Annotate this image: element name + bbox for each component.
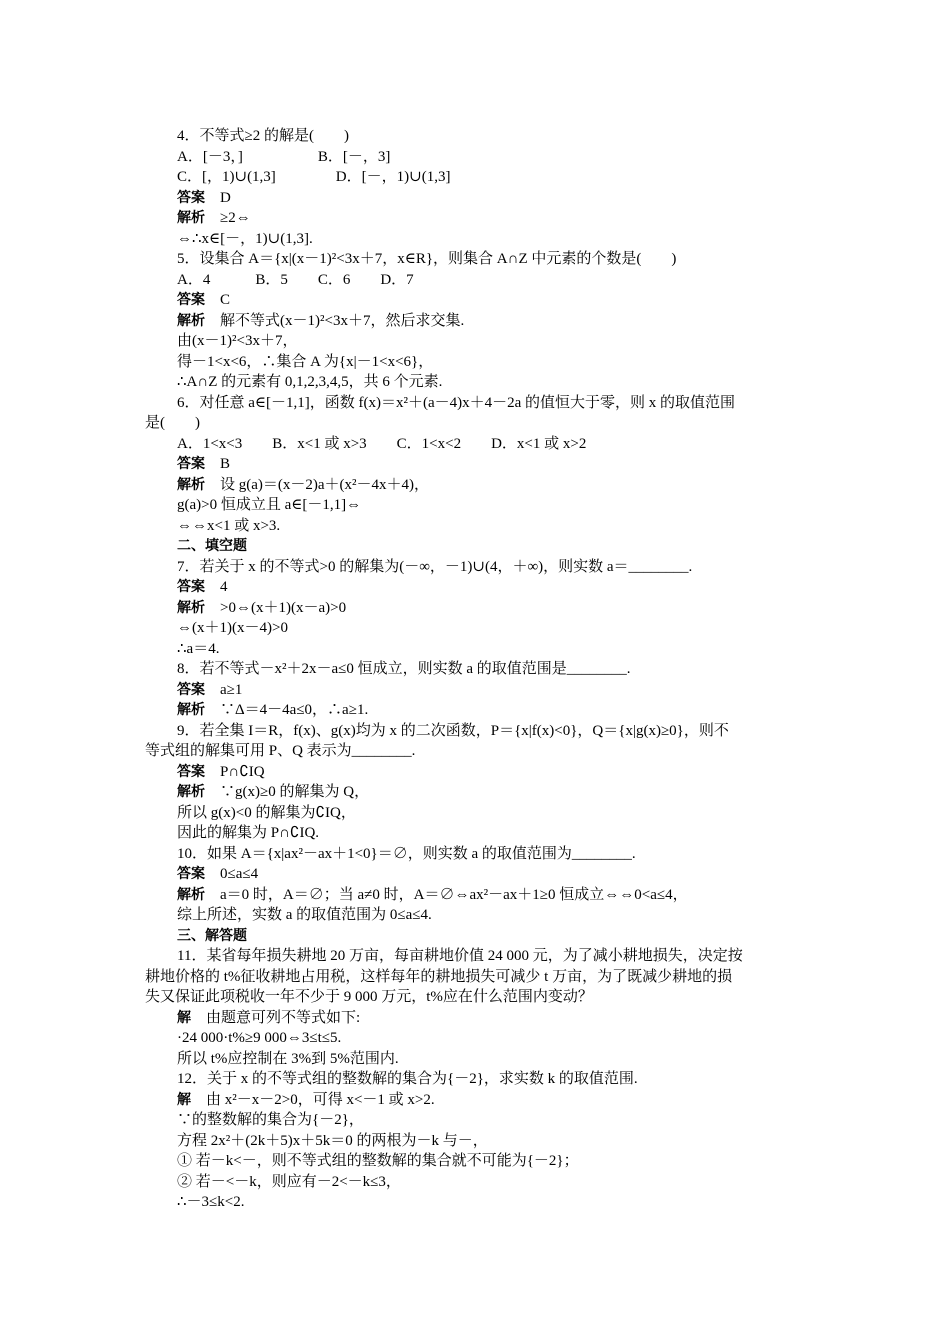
analysis-label: 解析 [177,886,205,903]
q6-options: A．1<x<3 B．x<1 或 x>3 C．1<x<2 D．x<1 或 x>2 [177,435,587,452]
q10-answer: 答案 0≤a≤4 [177,866,259,882]
analysis-label: 解析 [177,210,205,226]
answer-label: 答案 [177,763,205,780]
q9-analysis-line: 因此的解集为 P∩∁IQ. [177,825,320,841]
document-content [145,126,810,1213]
q5-analysis-line: ∴A∩Z 的元素有 0,1,2,3,4,5，共 6 个元素. [177,374,443,390]
q12-solution-line: ∵的整数解的集合为{－2}， [177,1112,364,1128]
q6-answer: 答案 B [177,456,231,472]
q5-options: A．4 B．5 C．6 D．7 [177,271,414,288]
q10-analysis: 解析 a＝0 时，A＝∅；当 a≠0 时，A＝∅⇔ax²－ax＋1≥0 恒成立⇔⇔0<a≤4， [177,886,688,903]
q7-answer: 答案 4 [177,579,228,595]
q4-analysis-line: ⇔∴x∈[－，1)∪(1,3]. [177,230,313,247]
q11-solution-line: 所以 t%应控制在 3%到 5%范围内. [177,1050,399,1067]
q12-solution: 解 由 x²－x－2>0，可得 x<－1 或 x>2. [177,1091,435,1108]
answer-label: 答案 [177,681,205,698]
q9-answer: 答案 P∩∁IQ [177,763,265,780]
q10-stem: 10．如果 A＝{x|ax²－ax＋1<0}＝∅，则实数 a 的取值范围为________. [177,845,636,862]
q11-solution-line: ·24 000·t%≥9 000⇔3≤t≤5. [177,1030,342,1046]
analysis-label: 解析 [177,312,205,329]
q12-solution-line: 方程 2x²＋(2k＋5)x＋5k＝0 的两根为－k 与－， [177,1132,488,1149]
q5-stem: 5．设集合 A＝{x|(x－1)²<3x＋7，x∈R}，则集合 A∩Z 中元素的个数是( ) [177,251,677,267]
q11-stem: 11．某省每年损失耕地 20 万亩，每亩耕地价值 24 000 元，为了减小耕地损失，决定按 [177,948,743,964]
q6-analysis-line: ⇔⇔x<1 或 x>3. [177,517,281,534]
analysis-label: 解析 [177,599,205,616]
q12-stem: 12．关于 x 的不等式组的整数解的集合为{－2}，求实数 k 的取值范围. [177,1071,638,1087]
q8-answer: 答案 a≥1 [177,681,243,698]
answer-label: 答案 [177,189,205,206]
q7-analysis-line: ∴a＝4. [177,640,220,657]
q12-solution-line: ① 若－k<－，则不等式组的整数解的集合就不可能为{－2}； [177,1153,579,1169]
analysis-label: 解析 [177,784,205,800]
q8-stem: 8．若不等式－x²＋2x－a≤0 恒成立，则实数 a 的取值范围是________. [177,661,631,677]
q10-analysis-line: 综上所述，实数 a 的取值范围为 0≤a≤4. [177,907,432,923]
q4-answer: 答案 D [177,189,231,206]
q5-analysis-line: 由(x－1)²<3x＋7， [177,333,298,349]
q9-stem-cont: 等式组的解集可用 P、Q 表示为________. [145,743,416,759]
q6-analysis-line: g(a)>0 恒成立且 a∈[－1,1]⇔ [177,497,362,513]
analysis-label: 解析 [177,476,205,493]
q4-analysis: 解析 ≥2⇔ [177,210,251,226]
q6-stem-cont: 是( ) [145,415,200,431]
q9-analysis-line: 所以 g(x)<0 的解集为∁IQ， [177,804,356,821]
q12-solution-line: ② 若－<－k，则应有－2<－k≤3， [177,1173,401,1190]
answer-label: 答案 [177,579,205,595]
q12-solution-line: ∴－3≤k<2. [177,1194,245,1210]
q6-analysis: 解析 设 g(a)＝(x－2)a＋(x²－4x＋4)， [177,476,430,493]
section-fill-heading: 二、填空题 [177,538,247,554]
q7-stem: 7．若关于 x 的不等式>0 的解集为(－∞，－1)∪(4，＋∞)，则实数 a＝________. [177,558,693,575]
q9-analysis: 解析 ∵g(x)≥0 的解集为 Q， [177,784,370,800]
q11-stem-cont: 失又保证此项税收一年不少于 9 000 万元，t%应在什么范围内变动？ [145,989,593,1005]
answer-label: 答案 [177,292,205,308]
q11-solution: 解 由题意可列不等式如下: [177,1009,361,1026]
q6-stem: 6．对任意 a∈[－1,1]，函数 f(x)＝x²＋(a－4)x＋4－2a 的值恒大于零，则 x 的取值范围 [177,394,736,411]
q5-analysis: 解析 解不等式(x－1)²<3x＋7，然后求交集. [177,312,465,329]
q4-options-ab: A．[－3，] B．[－，3] [177,148,391,165]
answer-label: 答案 [177,866,205,882]
q5-answer: 答案 C [177,292,231,308]
q11-stem-cont: 耕地价格的 t%征收耕地占用税，这样每年的耕地损失可减少 t 万亩，为了既减少耕地的损 [145,968,733,985]
answer-label: 答案 [177,456,205,472]
q8-analysis: 解析 ∵Δ＝4－4a≤0，∴a≥1. [177,702,369,718]
analysis-label: 解析 [177,702,205,718]
section-solve-heading: 三、解答题 [177,927,247,944]
q9-stem: 9．若全集 I＝R，f(x)、g(x)均为 x 的二次函数，P＝{x|f(x)<0}，Q＝{x|g(x)≥0}，则不 [177,722,729,739]
solution-label: 解 [177,1091,191,1108]
q7-analysis-line: ⇔(x＋1)(x－4)>0 [177,620,288,636]
q7-analysis: 解析 >0⇔(x＋1)(x－a)>0 [177,599,347,616]
solution-label: 解 [177,1009,191,1026]
q5-analysis-line: 得－1<x<6，∴集合 A 为{x|－1<x<6}， [177,353,434,370]
q4-stem: 4．不等式≥2 的解是( ) [177,128,349,144]
q4-options-cd: C．[，1)∪(1,3] D．[－，1)∪(1,3] [177,169,451,185]
